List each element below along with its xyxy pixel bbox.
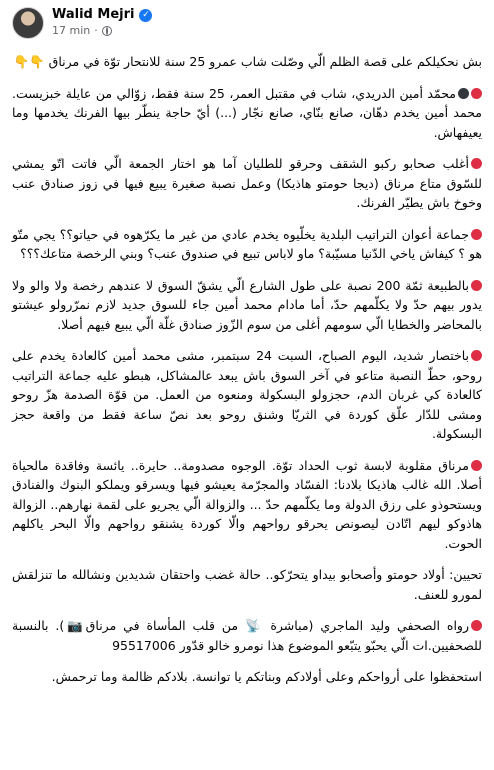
post-paragraph — [12, 456, 482, 554]
globe-icon[interactable] — [102, 26, 112, 36]
paragraph-text: استحفظوا على أرواحكم وعلى أولادكم وبناتكم يا توانسة. بلادكم ظالمة وما ترحمش. — [51, 669, 482, 684]
author-row — [52, 7, 152, 23]
separator-dot: · — [94, 24, 98, 37]
post-timestamp[interactable]: 17 min — [52, 24, 91, 37]
paragraph-text: أغلب صحابو ركبو الشقف وحرقو للطليان آما هو اختار الجمعة الّي فاتت اتّو يمشي للسّوق متاع مرناق (ديجا حومتو هاذيكا) وعمل نصبة صغيرة يبيع فيها في زوز صنادق عنب وخوخ باش يطيّر الفرنك. — [12, 156, 482, 210]
red-circle-icon — [471, 229, 482, 240]
post-body — [0, 46, 494, 687]
post-meta — [52, 7, 152, 39]
post-paragraph — [12, 667, 482, 687]
red-circle-icon — [471, 280, 482, 291]
paragraph-text: باختصار شديد، اليوم الصباح، السبت 24 سبتمبر، مشى محمد أمين كالعادة يخدم على روحو، حطّ النصبة متاعو في آخر السوق باش يبعد عالمشاكل، هبطو عليه جماعة التراتيب كالعادة كي غربان الدم، حجزولو البسكولة ومنعوه من العمل. من قوّة الصدمة هزّ روحو ومشى للدّار علّق كوردة في الثريّا وشنق روحو بعد نصّ ساعة فقط من واقعة حجز البسكولة. — [12, 348, 482, 441]
paragraph-text: محمّد أمين الدريدي، شاب في مقتبل العمر، 25 سنة فقط، زوّالي من عايلة خبزيست. محمد أمين يخدم دهّان، صانع بنّاي، صانع نجّار (...) أيّ حاجة ينطّر بيها الفرنك يخدمها وما يعيفهاش. — [12, 85, 482, 140]
red-circle-icon — [471, 620, 482, 631]
verified-badge-icon: ✓ — [139, 9, 152, 22]
post-paragraph — [12, 52, 482, 72]
red-circle-icon — [471, 88, 482, 99]
paragraph-text: جماعة أعوان التراتيب البلدية يخلّيوه يخدم عادي من غير ما يكرّهوه في حياتو؟؟ يجي متّو هو ؟ كيفاش ياخي الدّنيا مسيّبة؟ ماو لاباس تبيع في صندوق عنب؟ وبني الرخصة متاعك؟؟؟ — [12, 226, 482, 261]
paragraph-text: مرناق مقلوبة لابسة ثوب الحداد توّة. الوجوه مصدومة.. حايرة.. يائسة وفاقدة مالحياة أصلا. الله غالب هاذيكا بلادنا: الفسّاد والمجرّمة يعيشو فيها ويسرقو ويملكو البنوك والفنادق ويستحوذو على رزق الدولة وما يكلّمهم حدّ ... والزوالة الّي يجريو على لقمة نهارهم.. الزوالة هاذوكو ليهم اتّادن ليصونص يحرقو رواحهم والّا كوردة يشنقو رواحهم والّا البحر ياكلهم الحوت. — [12, 457, 482, 551]
author-name[interactable]: Walid Mejri — [52, 7, 135, 22]
post-subline — [52, 23, 152, 39]
red-circle-icon — [471, 158, 482, 169]
author-avatar[interactable] — [12, 7, 44, 39]
red-circle-icon — [471, 460, 482, 471]
black-circle-icon — [458, 88, 469, 99]
post-paragraph — [12, 276, 482, 335]
post-paragraph — [12, 154, 482, 213]
post-paragraph — [12, 346, 482, 444]
pointing-down-hand-icon: 👇👇 — [13, 54, 45, 69]
paragraph-text: تحيين: أولاد حومتو وأصحابو بيداو يتحرّكو.. حالة غضب واحتقان شديدين ونشالله ما تنزلقش لمورو للعنف. — [12, 567, 482, 602]
post-paragraph — [12, 616, 482, 655]
paragraph-text: بش نحكيلكم على قصة الظلم الّي وصّلت شاب عمرو 25 سنة للانتحار توّة في مرناق — [44, 54, 482, 69]
post-paragraph — [12, 565, 482, 604]
paragraph-text: بالطبيعة ثمّة 200 نصبة على طول الشارع الّي يشقّ السوق لا عندهم رخصة ولا والو ولا يدور بيهم حدّ ولا يكلّمهم حدّ، أما مادام محمد أمين جاء للسوق جديد لازم نمرّرولو عيشتو بالمحاضر والخطايا الّي سومهم أغلى من سوم الزّوز صنادق غلّة الّي يبيع فيهم أصلا. — [12, 277, 482, 332]
post-paragraph — [12, 225, 482, 264]
post-paragraph — [12, 84, 482, 143]
post-header — [0, 0, 494, 46]
paragraph-text: رواه الصحفي وليد الماجري (مباشرة 📡 من قلب المأساة في مرناق📷). بالنسبة للصحفيين.ات الّي يحبّو يتبّعو الموضوع هذا نومرو خالو قدّور 95517006 — [12, 618, 482, 653]
red-circle-icon — [471, 350, 482, 361]
